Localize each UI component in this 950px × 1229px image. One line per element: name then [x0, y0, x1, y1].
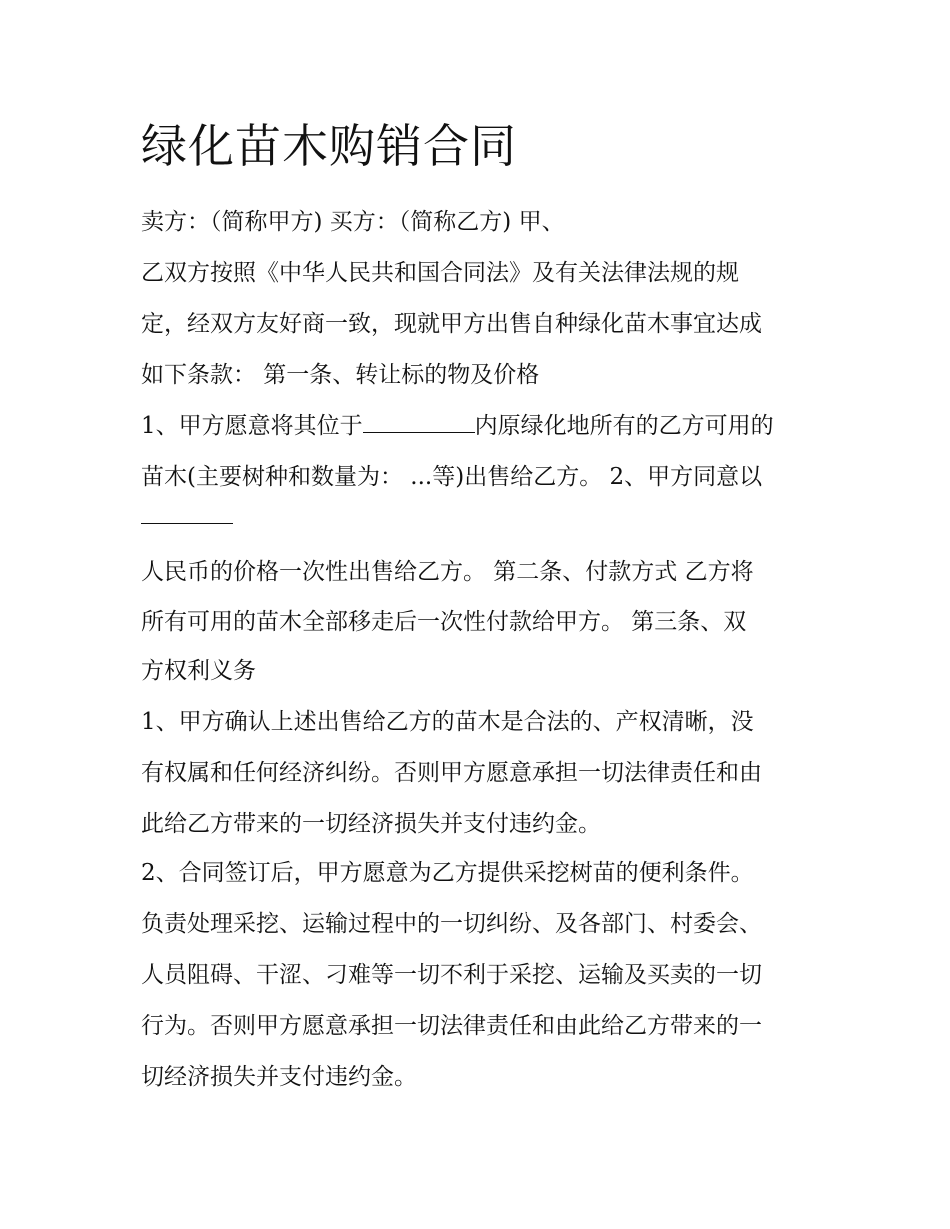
text-line-with-blank — [141, 409, 774, 443]
text-line: 人员阻碍、干涩、刁难等一切不利于采挖、运输及买卖的一切 — [141, 962, 762, 988]
text-line: 行为。否则甲方愿意承担一切法律责任和由此给乙方带来的一 — [141, 1013, 762, 1039]
text-line: 2、合同签订后，甲方愿意为乙方提供采挖树苗的便利条件。 — [141, 860, 754, 886]
text-segment: 1、甲方愿意将其位于 — [141, 413, 363, 439]
fill-in-blank — [141, 501, 233, 524]
text-line: 定，经双方友好商一致，现就甲方出售自种绿化苗木事宜达成 — [141, 311, 762, 337]
text-line-with-blank — [141, 500, 233, 534]
text-line: 如下条款： 第一条、转让标的物及价格 — [141, 362, 540, 388]
text-line: 方权利义务 — [141, 658, 256, 684]
text-segment: 内原绿化地所有的乙方可用的 — [474, 413, 774, 439]
text-line: 苗木(主要树种和数量为： ...等)出售给乙方。 2、甲方同意以 — [141, 464, 763, 490]
fill-in-blank — [363, 410, 475, 433]
text-line: 1、甲方确认上述出售给乙方的苗木是合法的、产权清晰，没 — [141, 709, 754, 735]
text-line: 卖方：（简称甲方) 买方：（简称乙方) 甲、 — [141, 209, 565, 235]
text-line: 切经济损失并支付违约金。 — [141, 1064, 417, 1090]
text-line: 所有可用的苗木全部移走后一次性付款给甲方。 第三条、双 — [141, 609, 747, 635]
text-line: 乙双方按照《中华人民共和国合同法》及有关法律法规的规 — [141, 260, 739, 286]
document-title: 绿化苗木购销合同 — [141, 119, 517, 173]
text-line: 此给乙方带来的一切经济损失并支付违约金。 — [141, 811, 601, 837]
text-line: 负责处理采挖、运输过程中的一切纠纷、及各部门、村委会、 — [141, 911, 762, 937]
text-line: 有权属和任何经济纠纷。否则甲方愿意承担一切法律责任和由 — [141, 760, 762, 786]
text-line: 人民币的价格一次性出售给乙方。 第二条、付款方式 乙方将 — [141, 559, 754, 585]
